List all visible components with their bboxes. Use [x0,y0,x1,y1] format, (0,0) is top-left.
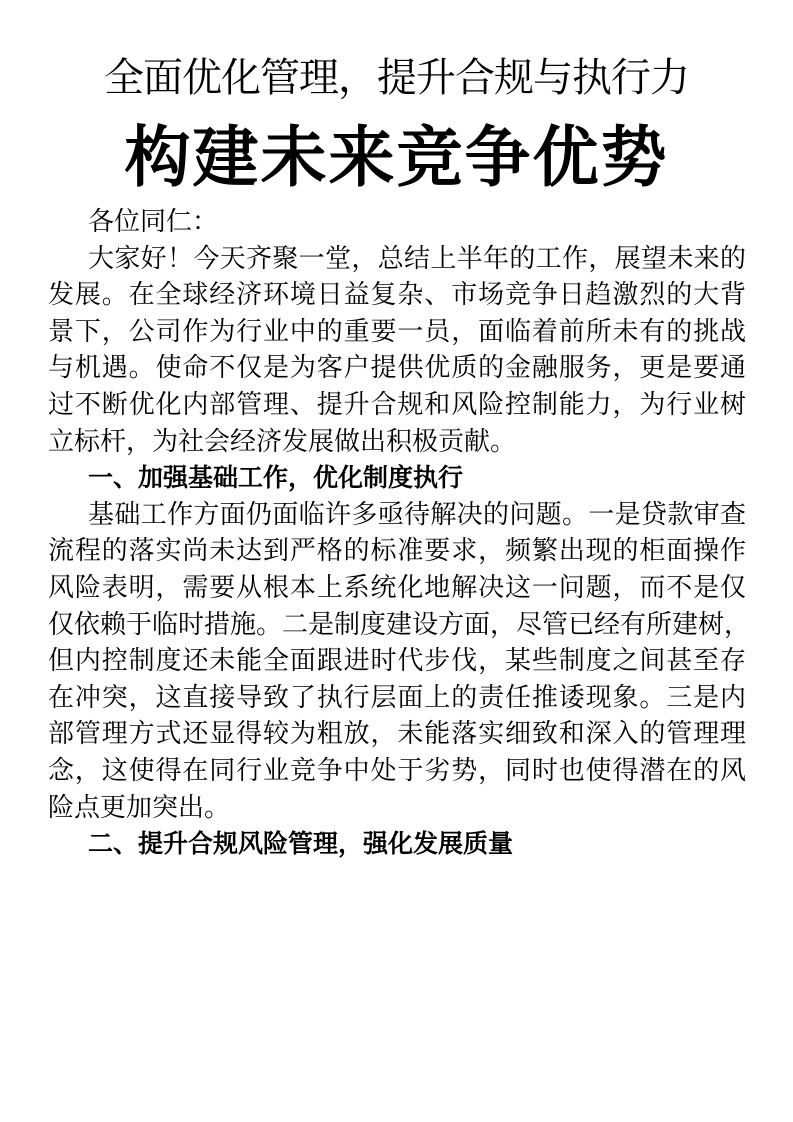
text-line: 险点更加突出。 [48,792,231,823]
document-body [48,204,751,863]
text-line: 过不断优化内部管理、提升合规和风险控制能力，为行业树 [48,389,746,420]
paragraph-foundation [48,497,751,826]
salutation: 各位同仁： [88,207,219,237]
section-heading-1: 一、加强基础工作，优化制度执行 [88,463,464,493]
text-line: 景下，公司作为行业中的重要一员，面临着前所未有的挑战 [48,316,746,347]
text-line: 念，这使得在同行业竞争中处于劣势，同时也使得潜在的风 [48,755,746,786]
text-line: 风险表明，需要从根本上系统化地解决这一问题，而不是仅 [48,572,746,603]
text-line: 立标杆，为社会经济发展做出积极贡献。 [48,426,517,457]
text-line: 但内控制度还未能全面跟进时代步伐，某些制度之间甚至存 [48,646,746,677]
text-line: 基础工作方面仍面临许多亟待解决的问题。一是贷款审查 [88,499,746,530]
text-line: 大家好！今天齐聚一堂，总结上半年的工作，展望未来的 [88,243,746,274]
text-line: 在冲突，这直接导致了执行层面上的责任推诿现象。三是内 [48,682,746,713]
text-line: 仅依赖于临时措施。二是制度建设方面，尽管已经有所建树， [48,609,751,640]
title-line-1: 全面优化管理，提升合规与执行力 [104,55,689,101]
text-line: 流程的落实尚未达到严格的标准要求，频繁出现的柜面操作 [48,536,746,567]
title-line-2: 构建未来竞争优势 [124,119,669,196]
text-line: 发展。在全球经济环境日益复杂、市场竞争日趋激烈的大背 [48,280,746,311]
paragraph-intro [48,241,746,461]
section-heading-2: 二、提升合规风险管理，强化发展质量 [88,829,514,859]
text-line: 部管理方式还显得较为粗放，未能落实细致和深入的管理理 [48,719,746,750]
text-line: 与机遇。使命不仅是为客户提供优质的金融服务，更是要通 [48,353,746,384]
